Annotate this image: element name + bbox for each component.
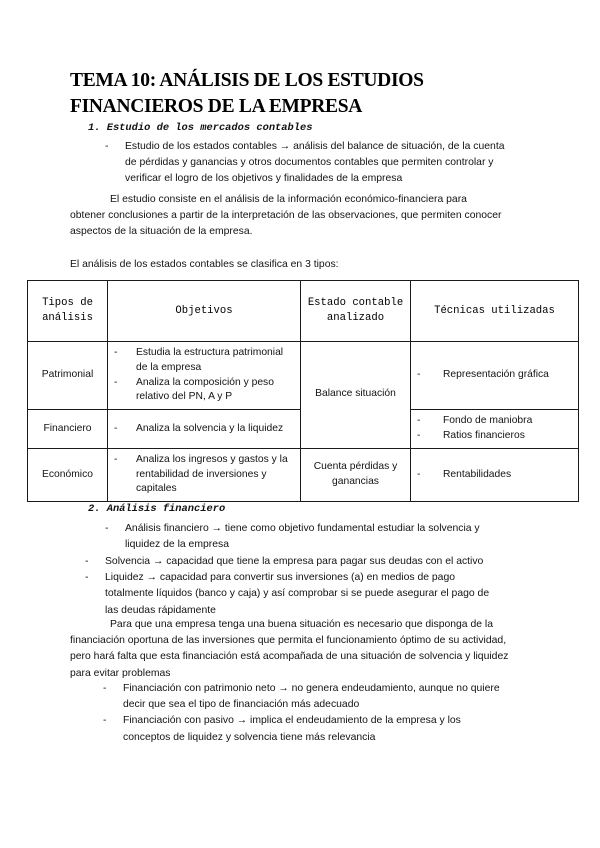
column-header-objetivos: Objetivos	[108, 281, 301, 342]
list-item	[417, 414, 572, 429]
section-1-heading: 1. Estudio de los mercados contables	[88, 122, 313, 134]
list-item	[114, 376, 294, 406]
column-header-estado: Estado contable analizado	[301, 281, 411, 342]
section-2-bullet-list	[85, 554, 505, 619]
list-item	[417, 429, 572, 444]
column-header-tipos: Tipos de análisis	[28, 281, 108, 342]
cell-tecnicas-patrimonial	[411, 342, 579, 410]
cell-tipo-patrimonial: Patrimonial	[28, 342, 108, 410]
dash-bullet-icon: -	[417, 468, 421, 480]
section-1-paragraph: El estudio consiste en el análisis de la información económico-financiera para obtener conclusiones a partir de la interpretación de las observaciones, que permiten conocer aspectos de la situación de la empresa.	[70, 194, 502, 238]
section-1-bullet-list	[105, 139, 505, 188]
section-2-heading: 2. Análisis financiero	[88, 503, 226, 515]
list-item-label: Solvencia → capacidad que tiene la empresa para pagar sus deudas con el activo	[105, 556, 484, 567]
column-header-tecnicas: Técnicas utilizadas	[411, 281, 579, 342]
table-intro-text: El análisis de los estados contables se clasifica en 3 tipos:	[70, 259, 339, 270]
list-item-label: Analiza los ingresos y gastos y la rentabilidad de inversiones y capitales	[136, 453, 288, 495]
dash-bullet-icon: -	[114, 453, 118, 465]
list-item-label: Estudia la estructura patrimonial de la empresa	[136, 347, 284, 373]
dash-bullet-icon: -	[114, 422, 118, 434]
cell-tipo-economico: Económico	[28, 448, 108, 501]
list-item-label: Estudio de los estados contables → análisis del balance de situación, de la cuenta de pérdidas y ganancias y otros documentos contables que permiten controlar y verificar el logro de los objetivos y finalidades de la empresa	[125, 141, 505, 185]
dash-bullet-icon: -	[105, 523, 109, 534]
list-item-label: Representación gráfica	[443, 369, 549, 381]
cell-objetivos-financiero	[108, 410, 301, 449]
dash-bullet-icon: -	[114, 347, 118, 358]
page-title: TEMA 10: ANÁLISIS DE LOS ESTUDIOS FINANCIEROS DE LA EMPRESA	[70, 70, 424, 117]
section-2-sub-bullet-list	[105, 521, 505, 553]
table-row	[28, 342, 579, 410]
list-item	[103, 713, 505, 745]
list-item-label: Analiza la composición y peso relativo del PN, A y P	[136, 376, 274, 403]
dash-bullet-icon: -	[417, 415, 421, 427]
list-item	[417, 468, 572, 483]
analysis-types-table-wrapper	[27, 280, 578, 502]
list-item-label: Fondo de maniobra	[443, 415, 533, 427]
cell-tecnicas-economico	[411, 448, 579, 501]
cell-estado-cuenta-pyg: Cuenta pérdidas y ganancias	[301, 448, 411, 501]
dash-bullet-icon: -	[417, 369, 421, 381]
list-item	[417, 368, 572, 383]
analysis-types-table	[27, 280, 579, 502]
dash-bullet-icon: -	[103, 683, 107, 694]
list-item	[85, 554, 505, 570]
list-item-label: Liquidez → capacidad para convertir sus inversiones (a) en medios de pago totalmente líquidos (banco y caja) y así comprobar si se puede asegurar el pago de las deudas rápidamente	[105, 572, 490, 616]
table-header-row	[28, 281, 579, 342]
list-item	[114, 453, 294, 497]
list-item-label: Analiza la solvencia y la liquidez	[136, 422, 284, 434]
list-item	[103, 681, 505, 713]
list-item-label: Financiación con patrimonio neto → no genera endeudamiento, aunque no quiere decir que sea el tipo de financiación más adecuado	[123, 683, 500, 711]
dash-bullet-icon: -	[114, 376, 118, 388]
list-item	[114, 422, 294, 437]
cell-objetivos-economico	[108, 448, 301, 501]
dash-bullet-icon: -	[105, 141, 109, 152]
list-item	[105, 521, 505, 553]
dash-bullet-icon: -	[85, 572, 89, 584]
list-item-label: Análisis financiero → tiene como objetivo fundamental estudiar la solvencia y liquidez de la empresa	[125, 523, 480, 551]
dash-bullet-icon: -	[85, 556, 89, 567]
list-item	[105, 139, 505, 188]
list-item-label: Rentabilidades	[443, 468, 512, 480]
section-2-final-bullet-list	[103, 681, 505, 746]
list-item-label: Financiación con pasivo → implica el endeudamiento de la empresa y los conceptos de liquidez y solvencia tiene más relevancia	[123, 715, 461, 743]
section-2-paragraph: Para que una empresa tenga una buena situación es necesario que disponga de la financiación oportuna de las inversiones que permita el funcionamiento óptimo de su actividad, pero hará falta que esta financiación está acompañada de una situación de solvencia y liquidez para evitar problemas	[70, 619, 509, 679]
dash-bullet-icon: -	[417, 429, 421, 441]
list-item-label: Ratios financieros	[443, 429, 525, 441]
cell-estado-balance: Balance situación	[301, 342, 411, 449]
list-item	[114, 346, 294, 376]
list-item	[85, 570, 505, 619]
table-row	[28, 448, 579, 501]
cell-tipo-financiero: Financiero	[28, 410, 108, 449]
dash-bullet-icon: -	[103, 715, 107, 727]
cell-objetivos-patrimonial	[108, 342, 301, 410]
cell-tecnicas-financiero	[411, 410, 579, 449]
